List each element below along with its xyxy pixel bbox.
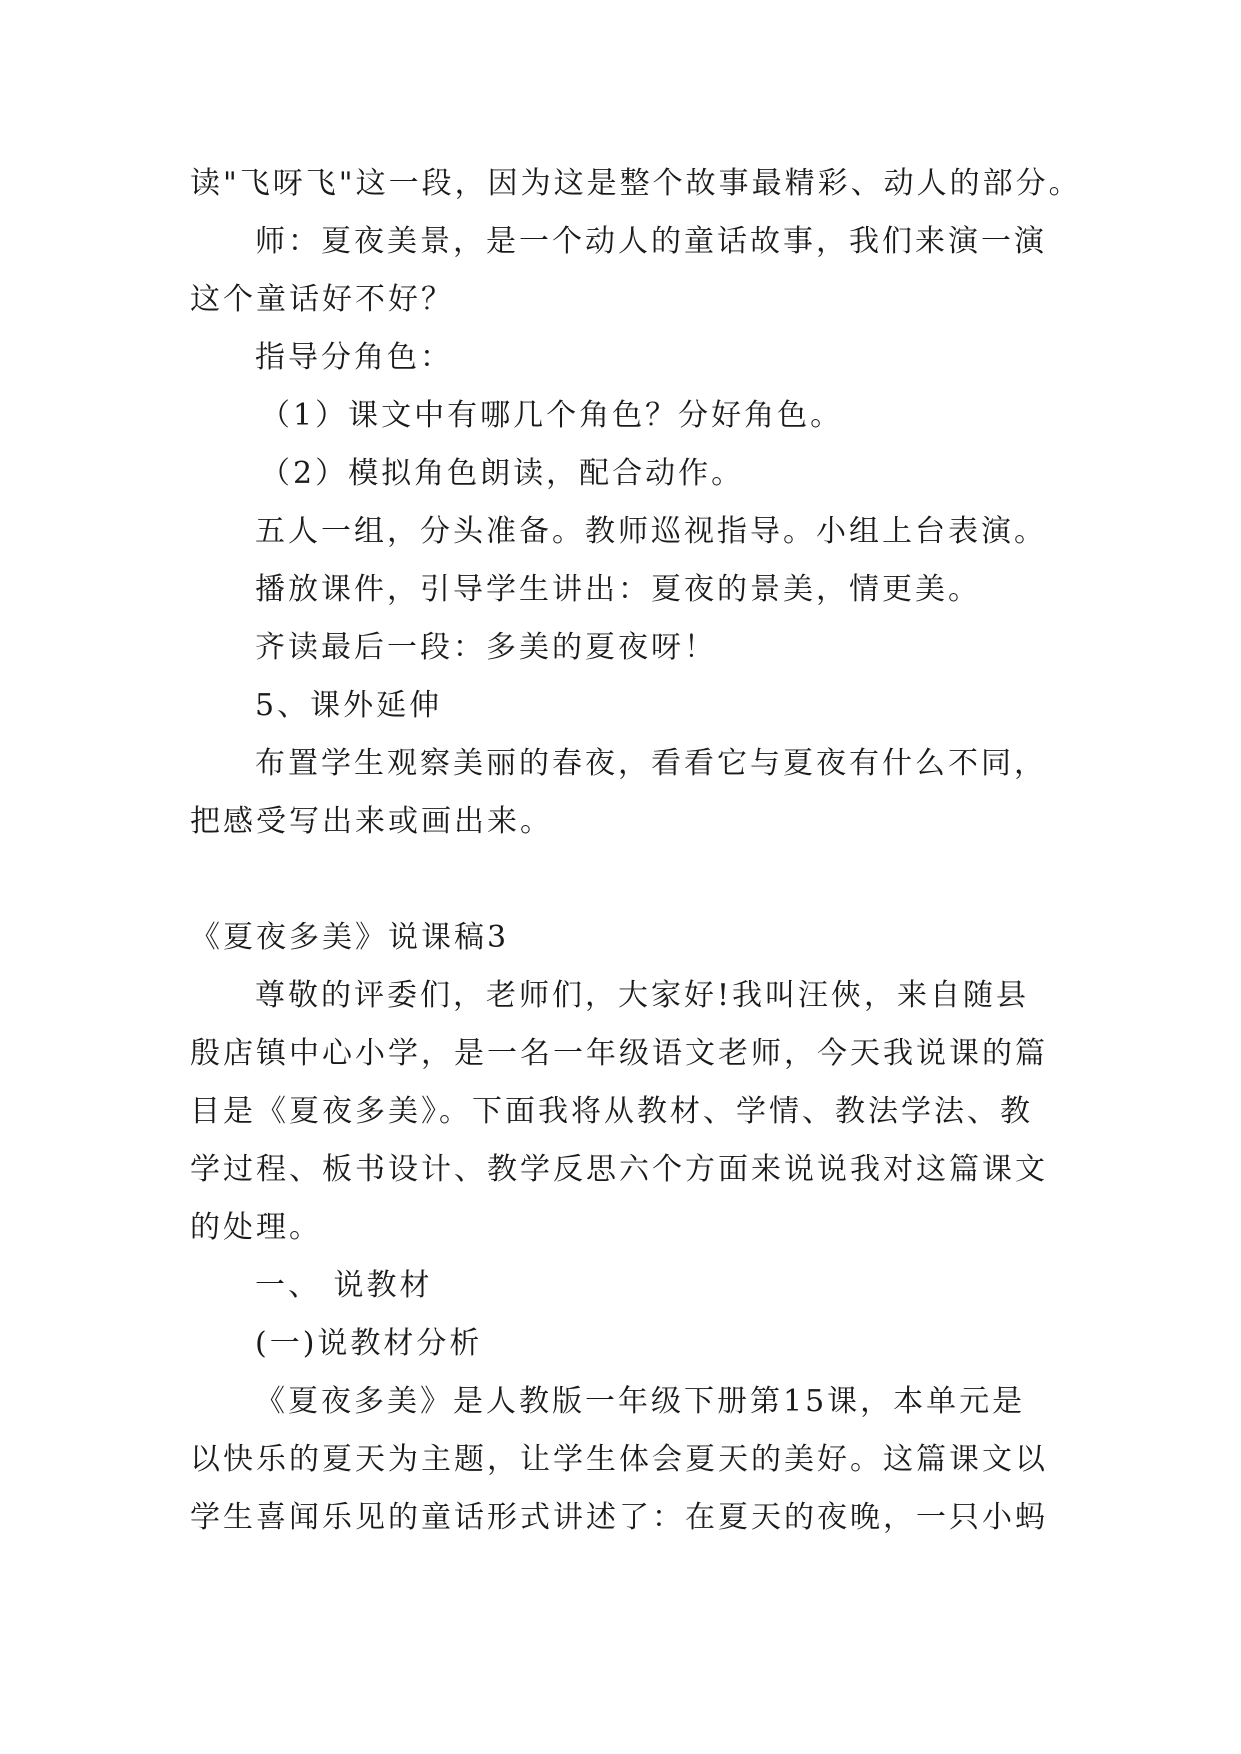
- text-line: 这个童话好不好？: [190, 282, 454, 317]
- text-line: 目是《夏夜多美》。下面我将从教材、学情、教法学法、教: [190, 1094, 1033, 1129]
- text-line: 师：夏夜美景，是一个动人的童话故事，我们来演一演: [255, 224, 1047, 259]
- text-line: （2）模拟角色朗读，配合动作。: [260, 456, 745, 491]
- section-title: 《夏夜多美》说课稿3: [190, 920, 510, 955]
- text-line: 播放课件，引导学生讲出：夏夜的景美，情更美。: [255, 572, 981, 607]
- subheading: (一)说教材分析: [255, 1326, 483, 1361]
- text-line: 尊敬的评委们，老师们，大家好!我叫汪俠，来自随县: [255, 978, 1030, 1013]
- text-line: 学生喜闻乐见的童话形式讲述了：在夏天的夜晚，一只小蚂: [190, 1500, 1048, 1535]
- text-line: 指导分角色：: [255, 340, 453, 375]
- heading: 一、 说教材: [255, 1268, 433, 1303]
- text-line: 学过程、板书设计、教学反思六个方面来说说我对这篇课文: [190, 1152, 1048, 1187]
- text-line: 殷店镇中心小学，是一名一年级语文老师，今天我说课的篇: [190, 1036, 1048, 1071]
- text-line: 齐读最后一段：多美的夏夜呀！: [255, 630, 717, 665]
- text-line: 的处理。: [190, 1210, 322, 1245]
- text-line: 5、课外延伸: [255, 688, 443, 723]
- text-line: （1）课文中有哪几个角色？分好角色。: [260, 398, 844, 433]
- text-line: 把感受写出来或画出来。: [190, 804, 553, 839]
- text-line: 布置学生观察美丽的春夜，看看它与夏夜有什么不同，: [255, 746, 1047, 781]
- text-line: 读"飞呀飞"这一段，因为这是整个故事最精彩、动人的部分。: [190, 166, 1082, 201]
- text-line: 以快乐的夏天为主题，让学生体会夏天的美好。这篇课文以: [190, 1442, 1048, 1477]
- text-line: 《夏夜多美》是人教版一年级下册第15课，本单元是: [255, 1384, 1026, 1419]
- text-line: 五人一组，分头准备。教师巡视指导。小组上台表演。: [255, 514, 1047, 549]
